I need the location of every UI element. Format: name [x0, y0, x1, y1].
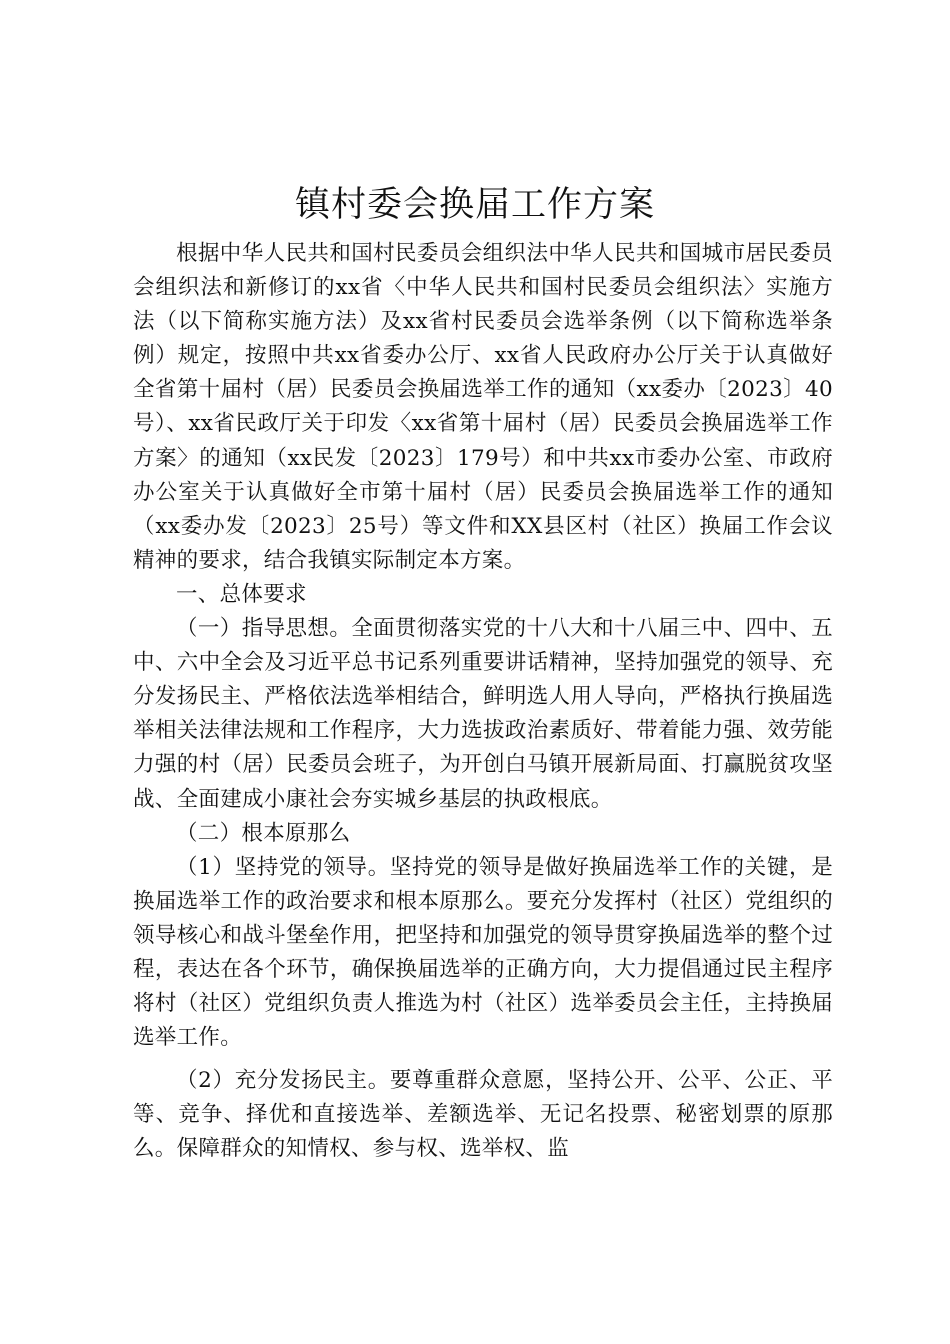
section-heading-general-requirements: 一、总体要求: [176, 581, 307, 607]
paragraph-intro: 根据中华人民共和国村民委员会组织法中华人民共和国城市居民委员会组织法和新修订的xx省〈中华人民共和国村民委员会组织法〉实施方法（以下简称实施方法）及xx省村民委员会选举条例（以下简称选举条例）规定，按照中共xx省委办公厅、xx省人民政府办公厅关于认真做好全省第十届村（居）民委员会换届选举工作的通知（xx委办〔2023〕40号）、xx省民政厅关于印发〈xx省第十届村（居）民委员会换届选举工作方案〉的通知（xx民发〔2023〕179号）和中共xx市委办公室、市政府办公室关于认真做好全市第十届村（居）民委员会换届选举工作的通知（xx委办发〔2023〕25号）等文件和XX县区村（社区）换届工作会议精神的要求，结合我镇实际制定本方案。: [133, 241, 833, 573]
paragraph-party-leadership: （1）坚持党的领导。坚持党的领导是做好换届选举工作的关键，是换届选举工作的政治要求和根本原那么。要充分发挥村（社区）党组织的领导核心和战斗堡垒作用，把坚持和加强党的领导贯穿换届选举的整个过程，表达在各个环节，确保换届选举的正确方向，大力提倡通过民主程序将村（社区）党组织负责人推选为村（社区）选举委员会主任，主持换届选举工作。: [133, 854, 833, 1051]
paragraph-democracy: （2）充分发扬民主。要尊重群众意愿，坚持公开、公平、公正、平等、竞争、择优和直接选举、差额选举、无记名投票、秘密划票的原那么。保障群众的知情权、参与权、选举权、监: [133, 1068, 833, 1162]
document-title: 镇村委会换届工作方案: [294, 185, 655, 225]
subheading-basic-principles: （二）根本原那么: [176, 820, 351, 846]
paragraph-guiding-thought: （一）指导思想。全面贯彻落实党的十八大和十八届三中、四中、五中、六中全会及习近平总书记系列重要讲话精神，坚持加强党的领导、充分发扬民主、严格依法选举相结合，鲜明选人用人导向，严格执行换届选举相关法律法规和工作程序，大力选拔政治素质好、带着能力强、效劳能力强的村（居）民委员会班子，为开创白马镇开展新局面、打赢脱贫攻坚战、全面建成小康社会夯实城乡基层的执政根底。: [133, 616, 833, 812]
document-body: [133, 237, 833, 1167]
